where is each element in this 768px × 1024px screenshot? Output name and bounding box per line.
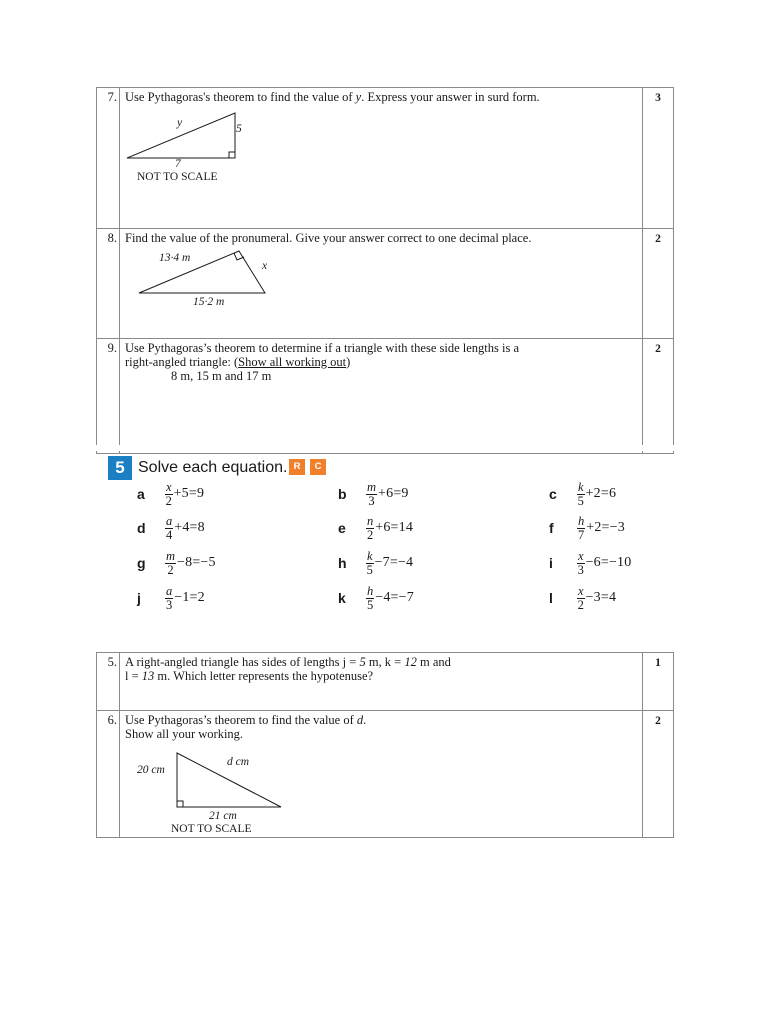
denominator: 2	[167, 562, 174, 577]
denominator: 2	[165, 493, 172, 508]
equation-letter: b	[338, 486, 347, 502]
fraction	[366, 515, 374, 542]
exercise-title: Solve each equation.	[138, 459, 288, 476]
numerator: h	[578, 513, 585, 528]
equation-b	[338, 478, 409, 510]
triangle-figure-q6	[125, 741, 638, 833]
triangle-figure-q8	[125, 245, 638, 325]
equation-l	[549, 582, 616, 614]
question-7-text: Use Pythagoras's theorem to find the value of y. Express your answer in surd form. y 5 7 NOT TO SCALE	[120, 88, 643, 229]
numerator: n	[367, 513, 374, 528]
equation-rest: +5=9	[173, 486, 205, 501]
equation-rest: +4=8	[174, 520, 205, 535]
equation-letter: e	[338, 520, 346, 536]
base-label: 7	[175, 158, 181, 170]
not-to-scale-note: NOT TO SCALE	[171, 823, 252, 835]
numerator: x	[166, 479, 172, 494]
question-9-row	[97, 339, 674, 454]
exercise-number-badge: 5	[108, 456, 132, 480]
triangle-diagram	[125, 747, 305, 817]
question-5-text: A right-angled triangle has sides of lengths j = 5 m, k = 12 m and l = 13 m. Which letter represents the hypotenuse?	[120, 653, 643, 711]
equation-letter: c	[549, 486, 557, 502]
numerator: a	[166, 513, 173, 528]
equation-e	[338, 512, 413, 544]
equation-i	[549, 547, 631, 579]
side-label: 5	[236, 123, 242, 135]
fraction	[366, 585, 374, 612]
equation-letter: l	[549, 590, 553, 606]
fraction	[165, 515, 173, 542]
numerator: m	[166, 548, 176, 563]
equation-letter: d	[137, 520, 146, 536]
equation-rest: +6=9	[378, 486, 409, 501]
equation-rest: +6=14	[375, 520, 414, 535]
marks: 2	[643, 711, 674, 838]
denominator: 5	[367, 597, 374, 612]
marks: 2	[643, 229, 674, 339]
not-to-scale-note: NOT TO SCALE	[137, 171, 218, 183]
equation-letter: h	[338, 555, 347, 571]
equation-rest: −1=2	[174, 590, 205, 605]
denominator: 3	[166, 597, 173, 612]
fraction	[577, 515, 585, 542]
denominator: 7	[578, 527, 585, 542]
fraction	[577, 481, 585, 508]
fraction	[577, 550, 585, 577]
side-a-label: 13·4 m	[159, 252, 191, 264]
denominator: 4	[166, 527, 173, 542]
equation-j	[137, 582, 205, 614]
equation-d	[137, 512, 205, 544]
numerator: k	[578, 479, 584, 494]
equation-g	[137, 547, 216, 579]
side-x-label: x	[262, 260, 268, 272]
question-number: 9.	[97, 339, 120, 454]
tag-c-badge: C	[310, 459, 326, 475]
equation-rest: +2=−3	[586, 520, 625, 535]
question-6-row	[97, 711, 674, 838]
equation-a	[137, 478, 204, 510]
marks: 2	[643, 339, 674, 454]
hypotenuse-label: y	[177, 117, 183, 129]
numerator: m	[367, 479, 377, 494]
equation-letter: g	[137, 555, 146, 571]
side-label: 20 cm	[137, 764, 165, 776]
marks: 1	[643, 653, 674, 711]
equation-rest: +2=6	[585, 486, 617, 501]
fraction	[366, 481, 377, 508]
question-number: 6.	[97, 711, 120, 838]
base-label: 21 cm	[209, 810, 237, 822]
equation-letter: a	[137, 486, 145, 502]
fraction	[165, 481, 173, 508]
equation-k	[338, 582, 414, 614]
hypotenuse-label: d cm	[227, 756, 250, 768]
side-lengths: 8 m, 15 m and 17 m	[171, 369, 272, 383]
denominator: 2	[577, 597, 584, 612]
question-number: 7.	[97, 88, 120, 229]
tag-r-badge: R	[289, 459, 305, 475]
numerator: a	[166, 583, 173, 598]
question-9-text: Use Pythagoras’s theorem to determine if a triangle with these side lengths is a right-angled triangle: (Show all working out) 8 m, 15 m and 17 m	[120, 339, 643, 454]
question-6-text: Use Pythagoras’s theorem to find the value of d. Show all your working. d cm 20 cm 21 cm NOT TO SCALE	[120, 711, 643, 838]
page-cutoff	[90, 445, 690, 451]
show-working-link: Show all working out	[238, 355, 347, 369]
numerator: h	[367, 583, 374, 598]
fraction	[366, 550, 374, 577]
triangle-figure-q7	[125, 104, 638, 184]
equation-letter: f	[549, 520, 554, 536]
base-label: 15·2 m	[193, 296, 225, 308]
marks: 3	[643, 88, 674, 229]
equation-f	[549, 512, 625, 544]
denominator: 5	[366, 562, 373, 577]
numerator: x	[578, 548, 584, 563]
denominator: 3	[368, 493, 375, 508]
fraction	[577, 585, 585, 612]
questions-table-bottom	[96, 652, 674, 838]
question-8-text: Find the value of the pronumeral. Give your answer correct to one decimal place. 13·4 m x 15·2 m	[120, 229, 643, 339]
fraction	[165, 585, 173, 612]
equation-letter: j	[137, 590, 141, 606]
equation-c	[549, 478, 616, 510]
question-number: 8.	[97, 229, 120, 339]
equation-h	[338, 547, 413, 579]
equation-rest: −3=4	[585, 590, 617, 605]
equation-letter: k	[338, 590, 346, 606]
numerator: k	[367, 548, 373, 563]
numerator: x	[578, 583, 584, 598]
equation-rest: −7=−4	[374, 555, 414, 570]
questions-table-top	[96, 87, 674, 454]
equation-rest: −4=−7	[375, 590, 414, 605]
fraction	[165, 550, 176, 577]
question-7-row	[97, 88, 674, 229]
question-5-row	[97, 653, 674, 711]
question-number: 5.	[97, 653, 120, 711]
denominator: 5	[577, 493, 584, 508]
equation-rest: −8=−5	[177, 555, 216, 570]
denominator: 3	[577, 562, 584, 577]
equation-letter: i	[549, 555, 553, 571]
denominator: 2	[367, 527, 374, 542]
equation-rest: −6=−10	[585, 555, 632, 570]
question-8-row	[97, 229, 674, 339]
